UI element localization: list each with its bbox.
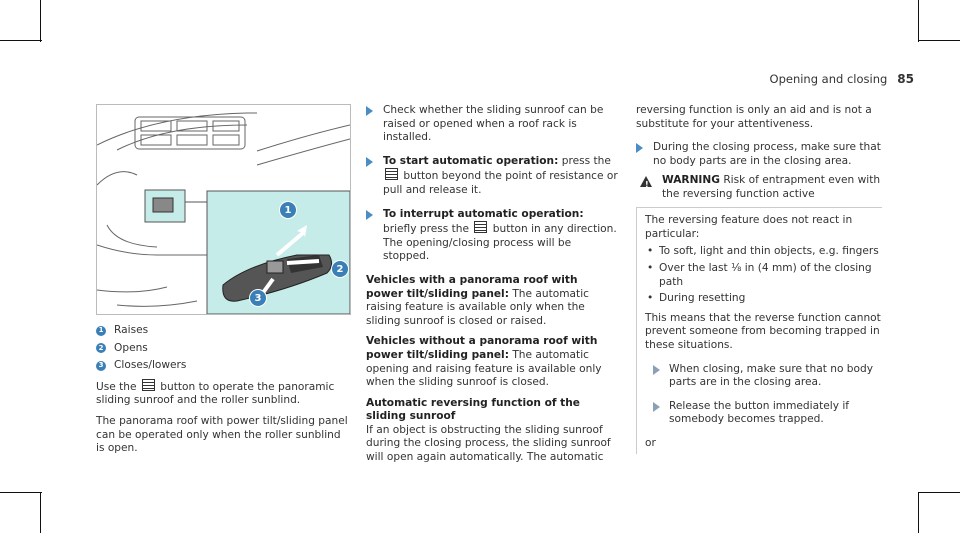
crop-mark [0,492,42,493]
warning-label: WARNING [662,174,720,186]
sunroof-button-icon [385,168,398,180]
warning-body [636,208,882,454]
legend-number: 3 [96,361,106,371]
sunroof-button-icon [142,379,155,391]
legend-text: Closes/lowers [114,359,187,372]
crop-mark [918,0,919,42]
instruction-step: Release the button immediately if somebody becomes trapped. [645,400,882,427]
bullet-item: • To soft, light and thin objects, e.g. fingers [645,245,882,259]
column-1 [96,324,352,463]
paragraph: reversing function is only an aid and is not a substitute for your attentiveness. [636,104,872,130]
step-arrow-icon [366,157,373,167]
paragraph: The reversing feature does not react in particular: [645,214,853,240]
sunroof-figure [96,104,351,315]
step-arrow-icon [653,365,660,375]
step-arrow-icon [366,106,373,116]
column-2 [366,104,618,472]
legend-number: 2 [96,343,106,353]
legend-number: 1 [96,326,106,336]
callout-1: 1 [279,201,297,219]
legend-text: Opens [114,341,148,354]
bullet-item: • Over the last ⅛ in (4 mm) of the closing path [645,262,882,289]
callout-2: 2 [331,260,349,278]
crop-mark [918,492,919,533]
paragraph: Vehicles without a panorama roof with power tilt/sliding panel: The automatic opening and raising feature is available only when the sliding sunroof is closed. [366,335,602,389]
page-number: 85 [897,72,914,86]
legend-item [96,342,352,356]
legend-item [96,324,352,338]
crop-mark [40,0,41,42]
paragraph: Use the button to operate the panoramic sliding sunroof and the roller sunblind. [96,380,335,407]
warning-header [636,174,882,208]
instruction-step: During the closing process, make sure that no body parts are in the closing area. [636,141,886,168]
step-arrow-icon [636,143,643,153]
instruction-step: To interrupt automatic operation: briefly press the button in any direction. The opening/closing process will be stopped. [366,208,618,264]
crop-mark [40,492,41,533]
section-title: Opening and closing [769,72,888,86]
crop-mark [918,492,960,493]
bullet-item: • During resetting [645,292,882,306]
step-arrow-icon [366,210,373,220]
subheading: Automatic reversing function of the sliding sunroof [366,396,580,423]
crop-mark [918,40,960,41]
warning-box [636,174,882,464]
paragraph: The panorama roof with power tilt/sliding panel can be operated only when the roller sunblind is open. [96,414,348,455]
callout-3: 3 [249,289,267,307]
instruction-step: Check whether the sliding sunroof can be raised or opened when a roof rack is installed. [366,104,618,145]
or-text: or [645,436,656,449]
step-arrow-icon [653,402,660,412]
sunroof-button-icon [474,221,487,233]
warning-title: Risk of entrapment even with the reversing function active [662,174,881,200]
legend-item [96,359,352,373]
column-3 [636,104,886,178]
instruction-step: To start automatic operation: press the button beyond the point of resistance or pull and release it. [366,155,618,198]
crop-mark [0,40,42,41]
overhead-control-illustration [97,105,350,314]
paragraph: Vehicles with a panorama roof with power tilt/sliding panel: The automatic raising feature is available only when the sliding sunroof is closed or raised. [366,273,589,327]
legend-text: Raises [114,324,149,336]
paragraph: If an object is obstructing the sliding sunroof during the closing process, the sliding sunroof will open again automatically. The automatic [366,423,611,464]
warning-triangle-icon: ! [640,176,652,187]
running-header [770,72,914,86]
paragraph: This means that the reverse function cannot prevent someone from becoming trapped in these situations. [645,311,881,351]
instruction-step: When closing, make sure that no body parts are in the closing area. [645,363,882,390]
